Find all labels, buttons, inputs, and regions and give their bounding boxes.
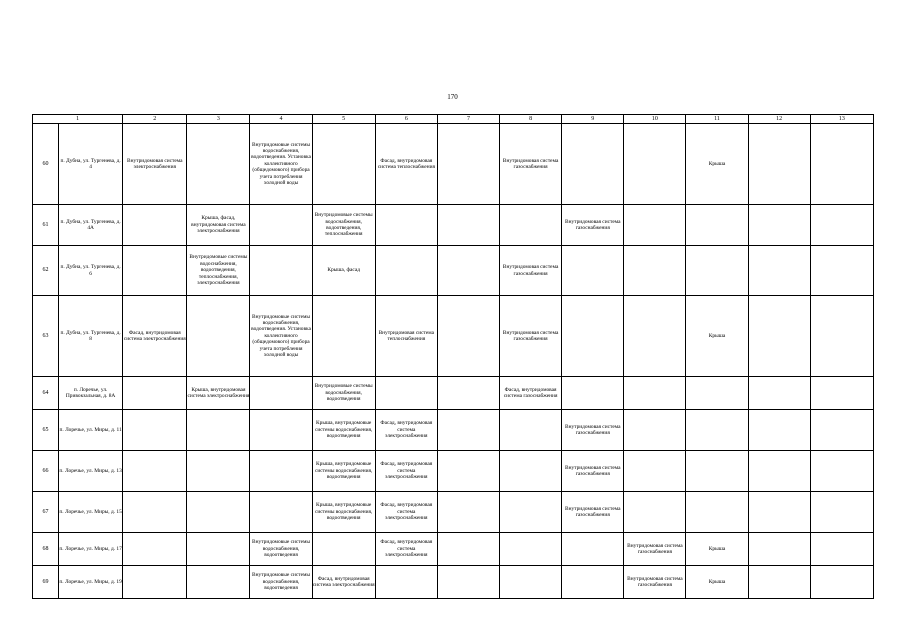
row-number-cell: [33, 566, 59, 599]
work-cell-col-5: [312, 410, 375, 451]
work-cell-col-9: [562, 124, 624, 205]
work-cell-col-8-text: Фасад, внутридомовая система газоснабжения: [503, 386, 558, 399]
address-cell-text: п. Дубна, ул. Тургенева, д. 8: [60, 329, 121, 342]
work-cell-col-12: [748, 205, 810, 246]
work-cell-col-4: [250, 566, 312, 599]
work-cell-col-9-text: Внутридомовая система газоснабжения: [564, 505, 621, 518]
row-number-cell-text: 60: [42, 160, 49, 167]
work-cell-col-5-text: Крыша, внутридомовые системы водоснабжения, водоотведения: [315, 461, 373, 481]
work-cell-col-10: [624, 377, 686, 410]
work-cell-col-2: [123, 246, 187, 296]
work-cell-col-5-text: Внутридомовые системы водоснабжения, водоотведения: [314, 383, 373, 403]
work-cell-col-3: [187, 492, 250, 533]
table-row: [33, 377, 874, 410]
work-cell-col-8: [500, 533, 562, 566]
work-cell-col-9: [562, 246, 624, 296]
work-cell-col-5-text: Крыша, внутридомовые системы водоснабжения, водоотведения: [315, 420, 373, 440]
table-row: [33, 451, 874, 492]
work-cell-col-8-text: Внутридомовая система газоснабжения: [502, 264, 559, 277]
work-cell-col-3-text: Крыша, фасад, внутридомовая система электроснабжения: [191, 215, 246, 235]
table-row: [33, 296, 874, 377]
work-cell-col-7: [437, 492, 499, 533]
work-cell-col-10: [624, 492, 686, 533]
work-cell-col-2: [123, 205, 187, 246]
work-cell-col-7: [437, 205, 499, 246]
work-cell-col-2: [123, 410, 187, 451]
row-number-cell: [33, 205, 59, 246]
work-cell-col-8: [500, 566, 562, 599]
work-cell-col-13: [810, 533, 873, 566]
work-cell-col-9: [562, 533, 624, 566]
row-number-cell-text: 66: [42, 467, 49, 474]
work-cell-col-12: [748, 246, 810, 296]
table-row: [33, 205, 874, 246]
address-cell-text: п. Лоречье, ул. Миры, д. 15: [59, 508, 122, 515]
work-cell-col-12: [748, 296, 810, 377]
work-cell-col-2: [123, 451, 187, 492]
column-header-4: 4: [250, 115, 312, 124]
work-cell-col-11: [686, 451, 748, 492]
address-cell-text: п. Лоречье, ул. Привокзальная, д. 8А: [65, 386, 116, 399]
work-cell-col-3: [187, 246, 250, 296]
work-cell-col-12: [748, 566, 810, 599]
work-cell-col-8-text: Внутридомовая система газоснабжения: [502, 329, 559, 342]
address-cell-text: п. Дубна, ул. Тургенева, д. 6: [60, 264, 121, 277]
work-cell-col-3: [187, 205, 250, 246]
work-cell-col-5: [312, 246, 375, 296]
work-cell-col-5-text: Внутридомовые системы водоснабжения, водоотведения, теплоснабжения: [314, 212, 373, 238]
work-cell-col-11: [686, 296, 748, 377]
table-row: [33, 246, 874, 296]
work-cell-col-8: [500, 205, 562, 246]
work-cell-col-10: [624, 205, 686, 246]
work-cell-col-11-text: Крыша: [708, 160, 726, 167]
work-cell-col-9: [562, 566, 624, 599]
work-cell-col-4: [250, 410, 312, 451]
work-cell-col-6-text: Внутридомовая система теплоснабжения: [378, 329, 435, 342]
work-cell-col-4: [250, 377, 312, 410]
work-cell-col-12: [748, 124, 810, 205]
work-cell-col-11: [686, 492, 748, 533]
address-cell: [59, 124, 123, 205]
address-cell: [59, 246, 123, 296]
work-cell-col-7: [437, 246, 499, 296]
row-number-cell: [33, 533, 59, 566]
work-cell-col-7: [437, 124, 499, 205]
work-cell-col-3: [187, 124, 250, 205]
address-cell: [59, 533, 123, 566]
address-cell-text: п. Лоречье, ул. Миры, д. 13: [59, 467, 122, 474]
work-cell-col-4: [250, 451, 312, 492]
work-cell-col-13: [810, 296, 873, 377]
work-cell-col-9-text: Внутридомовая система газоснабжения: [564, 464, 621, 477]
work-cell-col-10: [624, 566, 686, 599]
work-cell-col-6: [375, 205, 437, 246]
work-cell-col-5: [312, 377, 375, 410]
row-number-cell-text: 68: [42, 545, 49, 552]
work-cell-col-3: [187, 410, 250, 451]
work-cell-col-8: [500, 296, 562, 377]
work-cell-col-4: [250, 296, 312, 377]
work-cell-col-2-text: Фасад, внутридомовая система электроснабжения: [123, 329, 186, 342]
work-cell-col-13: [810, 246, 873, 296]
column-header-6: 6: [375, 115, 437, 124]
work-cell-col-9-text: Внутридомовая система газоснабжения: [564, 218, 621, 231]
work-cell-col-5-text: Фасад, внутридомовая система электроснабжения: [312, 575, 375, 588]
row-number-cell: [33, 296, 59, 377]
row-number-cell: [33, 124, 59, 205]
work-cell-col-4-text: Внутридомовые системы водоснабжения, водоотведения. Установка коллективного (общедомового) прибора учета потребления холодной воды: [251, 141, 311, 187]
work-cell-col-11: [686, 124, 748, 205]
work-cell-col-6-text: Фасад, внутридомовая система электроснабжения: [380, 420, 433, 440]
work-cell-col-13: [810, 451, 873, 492]
work-cell-col-10: [624, 246, 686, 296]
column-header-13: 13: [810, 115, 873, 124]
work-cell-col-6: [375, 451, 437, 492]
work-cell-col-5: [312, 451, 375, 492]
repair-schedule-table: [32, 114, 874, 599]
work-cell-col-12: [748, 410, 810, 451]
column-header-5: 5: [312, 115, 375, 124]
work-cell-col-3-text: Внутридомовые системы водоснабжения, водоотведения, теплоснабжения, электроснабжения: [189, 254, 248, 287]
work-cell-col-6-text: Фасад, внутридомовая система электроснабжения: [380, 502, 433, 522]
row-number-cell-text: 63: [42, 332, 49, 339]
row-number-cell-text: 65: [42, 426, 49, 433]
work-cell-col-7: [437, 410, 499, 451]
table-row: [33, 566, 874, 599]
work-cell-col-4: [250, 492, 312, 533]
work-cell-col-11-text: Крыша: [708, 578, 726, 585]
address-cell: [59, 296, 123, 377]
work-cell-col-13: [810, 377, 873, 410]
work-cell-col-10: [624, 410, 686, 451]
work-cell-col-10-text: Внутридомовая система газоснабжения: [627, 542, 683, 555]
work-cell-col-7: [437, 533, 499, 566]
address-cell-text: п. Лоречье, ул. Миры, д. 19: [59, 578, 122, 585]
column-header-12: 12: [748, 115, 810, 124]
work-cell-col-10: [624, 296, 686, 377]
work-cell-col-6: [375, 124, 437, 205]
work-cell-col-8: [500, 410, 562, 451]
work-cell-col-5: [312, 492, 375, 533]
work-cell-col-11: [686, 246, 748, 296]
row-number-cell-text: 67: [42, 508, 49, 515]
address-cell: [59, 205, 123, 246]
work-cell-col-6-text: Фасад, внутридомовая система теплоснабжения: [377, 157, 435, 170]
work-cell-col-3: [187, 377, 250, 410]
work-cell-col-8: [500, 451, 562, 492]
work-cell-col-6: [375, 246, 437, 296]
work-cell-col-10: [624, 124, 686, 205]
work-cell-col-3: [187, 566, 250, 599]
table-row: [33, 124, 874, 205]
address-cell: [59, 566, 123, 599]
column-header-10: 10: [624, 115, 686, 124]
column-header-9: 9: [562, 115, 624, 124]
work-cell-col-4: [250, 124, 312, 205]
column-header-11: 11: [686, 115, 748, 124]
work-cell-col-3-text: Крыша, внутридомовая система электроснабжения: [187, 386, 250, 399]
work-cell-col-13: [810, 410, 873, 451]
row-number-cell-text: 69: [42, 578, 49, 585]
work-cell-col-7: [437, 377, 499, 410]
address-cell: [59, 451, 123, 492]
work-cell-col-4: [250, 246, 312, 296]
work-cell-col-11: [686, 566, 748, 599]
work-cell-col-11: [686, 410, 748, 451]
work-cell-col-11: [686, 205, 748, 246]
work-cell-col-5-text: Крыша, внутридомовые системы водоснабжения, водоотведения: [315, 502, 373, 522]
work-cell-col-2: [123, 492, 187, 533]
work-cell-col-13: [810, 205, 873, 246]
work-cell-col-9: [562, 296, 624, 377]
work-cell-col-9: [562, 377, 624, 410]
work-cell-col-6-text: Фасад, внутридомовая система электроснабжения: [380, 539, 433, 559]
work-cell-col-3: [187, 296, 250, 377]
row-number-cell-text: 62: [42, 267, 49, 274]
address-cell-text: п. Дубна, ул. Тургенева, д. 4: [60, 157, 121, 170]
work-cell-col-2-text: Внутридомовая система электроснабжения: [127, 157, 183, 170]
work-cell-col-4: [250, 205, 312, 246]
row-number-cell: [33, 377, 59, 410]
work-cell-col-2: [123, 533, 187, 566]
work-cell-col-13: [810, 566, 873, 599]
work-cell-col-10-text: Внутридомовая система газоснабжения: [627, 575, 683, 588]
work-cell-col-8: [500, 124, 562, 205]
work-cell-col-4-text: Внутридомовые системы водоснабжения, водоотведения: [252, 572, 311, 592]
address-cell: [59, 492, 123, 533]
work-cell-col-12: [748, 533, 810, 566]
work-cell-col-4-text: Внутридомовые системы водоснабжения, водоотведения: [252, 539, 311, 559]
page-number: 170: [447, 93, 458, 101]
table-row: [33, 410, 874, 451]
work-cell-col-2: [123, 377, 187, 410]
work-cell-col-13: [810, 492, 873, 533]
table-body: [33, 124, 874, 599]
column-header-3: 3: [187, 115, 250, 124]
work-cell-col-4: [250, 533, 312, 566]
work-cell-col-5: [312, 533, 375, 566]
work-cell-col-6: [375, 566, 437, 599]
row-number-cell: [33, 246, 59, 296]
work-cell-col-9: [562, 492, 624, 533]
work-cell-col-2: [123, 296, 187, 377]
column-header-2: 2: [123, 115, 187, 124]
work-cell-col-5-text: Крыша, фасад: [327, 267, 360, 274]
work-cell-col-13: [810, 124, 873, 205]
work-cell-col-12: [748, 377, 810, 410]
work-cell-col-3: [187, 533, 250, 566]
work-cell-col-9: [562, 451, 624, 492]
work-cell-col-5: [312, 296, 375, 377]
column-header-1: 1: [33, 115, 123, 124]
work-cell-col-9: [562, 410, 624, 451]
work-cell-col-2: [123, 124, 187, 205]
header-row: [33, 115, 874, 124]
address-cell-text: п. Лоречье, ул. Миры, д. 11: [59, 426, 122, 433]
work-cell-col-8: [500, 492, 562, 533]
work-cell-col-12: [748, 451, 810, 492]
work-cell-col-5: [312, 205, 375, 246]
table-row: [33, 492, 874, 533]
row-number-cell: [33, 451, 59, 492]
work-cell-col-11: [686, 533, 748, 566]
column-header-7: 7: [437, 115, 499, 124]
table-row: [33, 533, 874, 566]
work-cell-col-6: [375, 296, 437, 377]
work-cell-col-2: [123, 566, 187, 599]
work-cell-col-9-text: Внутридомовая система газоснабжения: [564, 423, 621, 436]
work-cell-col-6: [375, 410, 437, 451]
work-cell-col-6: [375, 377, 437, 410]
work-cell-col-4-text: Внутридомовые системы водоснабжения, водоотведения. Установка коллективного (общедомового) прибора учета потребления холодной воды: [251, 313, 311, 359]
address-cell-text: п. Дубна, ул. Тургенева, д. 4А: [60, 218, 121, 231]
work-cell-col-10: [624, 451, 686, 492]
work-cell-col-5: [312, 566, 375, 599]
work-cell-col-8: [500, 246, 562, 296]
work-cell-col-8: [500, 377, 562, 410]
row-number-cell: [33, 410, 59, 451]
work-cell-col-8-text: Внутридомовая система газоснабжения: [502, 157, 559, 170]
work-cell-col-12: [748, 492, 810, 533]
work-cell-col-10: [624, 533, 686, 566]
work-cell-col-11: [686, 377, 748, 410]
row-number-cell: [33, 492, 59, 533]
work-cell-col-6-text: Фасад, внутридомовая система электроснабжения: [380, 461, 433, 481]
work-cell-col-6: [375, 492, 437, 533]
row-number-cell-text: 61: [42, 221, 49, 228]
column-header-8: 8: [500, 115, 562, 124]
address-cell-text: п. Лоречье, ул. Миры, д. 17: [59, 545, 122, 552]
work-cell-col-9: [562, 205, 624, 246]
work-cell-col-7: [437, 566, 499, 599]
work-cell-col-3: [187, 451, 250, 492]
row-number-cell-text: 64: [42, 389, 49, 396]
work-cell-col-6: [375, 533, 437, 566]
address-cell: [59, 410, 123, 451]
address-cell: [59, 377, 123, 410]
work-cell-col-7: [437, 296, 499, 377]
work-cell-col-11-text: Крыша: [708, 545, 726, 552]
work-cell-col-5: [312, 124, 375, 205]
work-cell-col-7: [437, 451, 499, 492]
work-cell-col-11-text: Крыша: [708, 332, 726, 339]
